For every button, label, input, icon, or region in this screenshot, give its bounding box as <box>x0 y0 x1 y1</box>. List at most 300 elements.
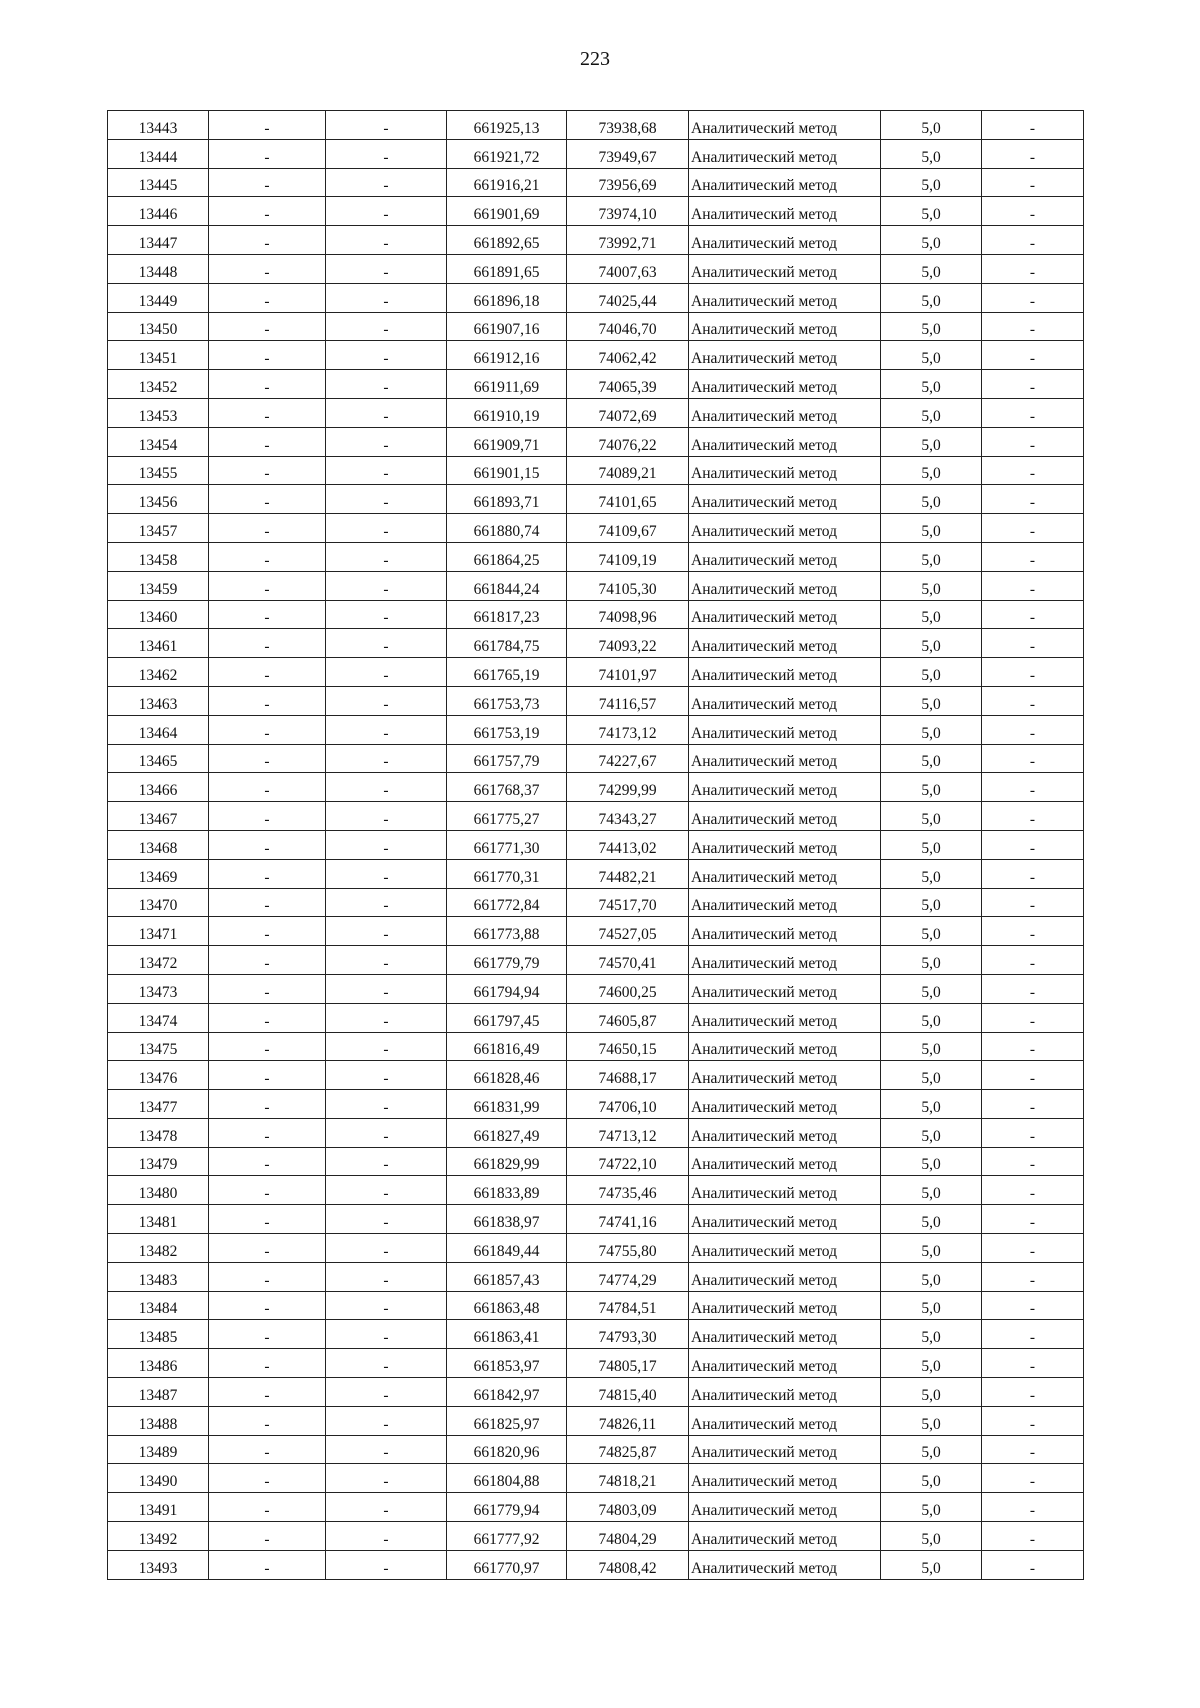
empty-cell-a: - <box>209 859 326 888</box>
method-cell: Аналитический метод <box>689 1378 881 1407</box>
accuracy-cell: 5,0 <box>881 1378 982 1407</box>
empty-cell-last: - <box>982 1061 1084 1090</box>
accuracy-cell: 5,0 <box>881 917 982 946</box>
empty-cell-last: - <box>982 600 1084 629</box>
y-coordinate-cell: 74803,09 <box>567 1493 689 1522</box>
empty-cell-b: - <box>326 139 447 168</box>
x-coordinate-cell: 661863,48 <box>447 1291 567 1320</box>
y-coordinate-cell: 74072,69 <box>567 398 689 427</box>
method-cell: Аналитический метод <box>689 571 881 600</box>
empty-cell-b: - <box>326 1118 447 1147</box>
accuracy-cell: 5,0 <box>881 1234 982 1263</box>
empty-cell-last: - <box>982 974 1084 1003</box>
y-coordinate-cell: 74527,05 <box>567 917 689 946</box>
table-row <box>108 542 1084 571</box>
empty-cell-b: - <box>326 1320 447 1349</box>
method-cell: Аналитический метод <box>689 1435 881 1464</box>
accuracy-cell: 5,0 <box>881 1406 982 1435</box>
empty-cell-a: - <box>209 1061 326 1090</box>
y-coordinate-cell: 74741,16 <box>567 1205 689 1234</box>
empty-cell-last: - <box>982 1522 1084 1551</box>
table-row <box>108 629 1084 658</box>
table-row <box>108 456 1084 485</box>
y-coordinate-cell: 74109,19 <box>567 542 689 571</box>
empty-cell-a: - <box>209 1205 326 1234</box>
y-coordinate-cell: 74605,87 <box>567 1003 689 1032</box>
point-number-cell: 13451 <box>108 341 209 370</box>
table-row <box>108 341 1084 370</box>
page-number: 223 <box>580 48 610 70</box>
y-coordinate-cell: 74755,80 <box>567 1234 689 1263</box>
empty-cell-last: - <box>982 888 1084 917</box>
y-coordinate-cell: 74109,67 <box>567 514 689 543</box>
empty-cell-b: - <box>326 715 447 744</box>
empty-cell-last: - <box>982 1493 1084 1522</box>
table-row <box>108 370 1084 399</box>
point-number-cell: 13473 <box>108 974 209 1003</box>
y-coordinate-cell: 74116,57 <box>567 686 689 715</box>
empty-cell-a: - <box>209 686 326 715</box>
point-number-cell: 13443 <box>108 111 209 140</box>
table-row <box>108 946 1084 975</box>
accuracy-cell: 5,0 <box>881 946 982 975</box>
accuracy-cell: 5,0 <box>881 571 982 600</box>
method-cell: Аналитический метод <box>689 485 881 514</box>
empty-cell-last: - <box>982 859 1084 888</box>
y-coordinate-cell: 74007,63 <box>567 254 689 283</box>
empty-cell-b: - <box>326 168 447 197</box>
table-row <box>108 168 1084 197</box>
empty-cell-a: - <box>209 1378 326 1407</box>
empty-cell-a: - <box>209 283 326 312</box>
method-cell: Аналитический метод <box>689 1349 881 1378</box>
y-coordinate-cell: 74805,17 <box>567 1349 689 1378</box>
y-coordinate-cell: 74093,22 <box>567 629 689 658</box>
x-coordinate-cell: 661921,72 <box>447 139 567 168</box>
x-coordinate-cell: 661833,89 <box>447 1176 567 1205</box>
point-number-cell: 13472 <box>108 946 209 975</box>
point-number-cell: 13465 <box>108 744 209 773</box>
y-coordinate-cell: 74062,42 <box>567 341 689 370</box>
x-coordinate-cell: 661853,97 <box>447 1349 567 1378</box>
empty-cell-a: - <box>209 254 326 283</box>
method-cell: Аналитический метод <box>689 1522 881 1551</box>
y-coordinate-cell: 74825,87 <box>567 1435 689 1464</box>
x-coordinate-cell: 661849,44 <box>447 1234 567 1263</box>
point-number-cell: 13464 <box>108 715 209 744</box>
empty-cell-last: - <box>982 1349 1084 1378</box>
empty-cell-last: - <box>982 1032 1084 1061</box>
accuracy-cell: 5,0 <box>881 456 982 485</box>
empty-cell-last: - <box>982 398 1084 427</box>
x-coordinate-cell: 661777,92 <box>447 1522 567 1551</box>
y-coordinate-cell: 74650,15 <box>567 1032 689 1061</box>
empty-cell-last: - <box>982 629 1084 658</box>
x-coordinate-cell: 661765,19 <box>447 658 567 687</box>
empty-cell-last: - <box>982 658 1084 687</box>
accuracy-cell: 5,0 <box>881 1032 982 1061</box>
accuracy-cell: 5,0 <box>881 1205 982 1234</box>
y-coordinate-cell: 74101,65 <box>567 485 689 514</box>
method-cell: Аналитический метод <box>689 197 881 226</box>
empty-cell-last: - <box>982 1147 1084 1176</box>
point-number-cell: 13454 <box>108 427 209 456</box>
point-number-cell: 13466 <box>108 773 209 802</box>
empty-cell-b: - <box>326 1061 447 1090</box>
table-row <box>108 485 1084 514</box>
accuracy-cell: 5,0 <box>881 802 982 831</box>
empty-cell-b: - <box>326 859 447 888</box>
empty-cell-b: - <box>326 1147 447 1176</box>
method-cell: Аналитический метод <box>689 398 881 427</box>
empty-cell-last: - <box>982 168 1084 197</box>
y-coordinate-cell: 74025,44 <box>567 283 689 312</box>
empty-cell-last: - <box>982 1176 1084 1205</box>
empty-cell-b: - <box>326 1090 447 1119</box>
empty-cell-b: - <box>326 1406 447 1435</box>
point-number-cell: 13478 <box>108 1118 209 1147</box>
accuracy-cell: 5,0 <box>881 715 982 744</box>
empty-cell-last: - <box>982 917 1084 946</box>
x-coordinate-cell: 661857,43 <box>447 1262 567 1291</box>
empty-cell-a: - <box>209 1003 326 1032</box>
method-cell: Аналитический метод <box>689 1550 881 1579</box>
method-cell: Аналитический метод <box>689 1493 881 1522</box>
method-cell: Аналитический метод <box>689 773 881 802</box>
method-cell: Аналитический метод <box>689 830 881 859</box>
empty-cell-last: - <box>982 1406 1084 1435</box>
empty-cell-a: - <box>209 1147 326 1176</box>
method-cell: Аналитический метод <box>689 111 881 140</box>
empty-cell-a: - <box>209 571 326 600</box>
point-number-cell: 13487 <box>108 1378 209 1407</box>
empty-cell-b: - <box>326 312 447 341</box>
point-number-cell: 13449 <box>108 283 209 312</box>
method-cell: Аналитический метод <box>689 600 881 629</box>
point-number-cell: 13488 <box>108 1406 209 1435</box>
point-number-cell: 13455 <box>108 456 209 485</box>
y-coordinate-cell: 74046,70 <box>567 312 689 341</box>
x-coordinate-cell: 661828,46 <box>447 1061 567 1090</box>
empty-cell-a: - <box>209 485 326 514</box>
x-coordinate-cell: 661896,18 <box>447 283 567 312</box>
empty-cell-b: - <box>326 946 447 975</box>
empty-cell-last: - <box>982 370 1084 399</box>
point-number-cell: 13479 <box>108 1147 209 1176</box>
empty-cell-b: - <box>326 1176 447 1205</box>
empty-cell-a: - <box>209 1234 326 1263</box>
x-coordinate-cell: 661831,99 <box>447 1090 567 1119</box>
empty-cell-a: - <box>209 1522 326 1551</box>
accuracy-cell: 5,0 <box>881 1262 982 1291</box>
method-cell: Аналитический метод <box>689 456 881 485</box>
empty-cell-b: - <box>326 1032 447 1061</box>
empty-cell-a: - <box>209 888 326 917</box>
point-number-cell: 13470 <box>108 888 209 917</box>
empty-cell-a: - <box>209 168 326 197</box>
accuracy-cell: 5,0 <box>881 1061 982 1090</box>
table-row <box>108 802 1084 831</box>
point-number-cell: 13461 <box>108 629 209 658</box>
empty-cell-b: - <box>326 1205 447 1234</box>
empty-cell-last: - <box>982 1378 1084 1407</box>
point-number-cell: 13463 <box>108 686 209 715</box>
y-coordinate-cell: 74826,11 <box>567 1406 689 1435</box>
x-coordinate-cell: 661804,88 <box>447 1464 567 1493</box>
accuracy-cell: 5,0 <box>881 1291 982 1320</box>
accuracy-cell: 5,0 <box>881 111 982 140</box>
y-coordinate-cell: 73938,68 <box>567 111 689 140</box>
point-number-cell: 13453 <box>108 398 209 427</box>
table-row <box>108 398 1084 427</box>
empty-cell-last: - <box>982 226 1084 255</box>
table-row <box>108 917 1084 946</box>
empty-cell-b: - <box>326 1378 447 1407</box>
point-number-cell: 13462 <box>108 658 209 687</box>
empty-cell-b: - <box>326 1435 447 1464</box>
method-cell: Аналитический метод <box>689 1061 881 1090</box>
y-coordinate-cell: 74482,21 <box>567 859 689 888</box>
accuracy-cell: 5,0 <box>881 1435 982 1464</box>
empty-cell-b: - <box>326 1262 447 1291</box>
method-cell: Аналитический метод <box>689 686 881 715</box>
point-number-cell: 13467 <box>108 802 209 831</box>
x-coordinate-cell: 661797,45 <box>447 1003 567 1032</box>
x-coordinate-cell: 661820,96 <box>447 1435 567 1464</box>
table-row <box>108 571 1084 600</box>
empty-cell-last: - <box>982 341 1084 370</box>
y-coordinate-cell: 74299,99 <box>567 773 689 802</box>
point-number-cell: 13480 <box>108 1176 209 1205</box>
method-cell: Аналитический метод <box>689 1118 881 1147</box>
empty-cell-last: - <box>982 283 1084 312</box>
table-row <box>108 111 1084 140</box>
empty-cell-last: - <box>982 1320 1084 1349</box>
accuracy-cell: 5,0 <box>881 859 982 888</box>
y-coordinate-cell: 74818,21 <box>567 1464 689 1493</box>
y-coordinate-cell: 74227,67 <box>567 744 689 773</box>
empty-cell-a: - <box>209 1406 326 1435</box>
x-coordinate-cell: 661753,73 <box>447 686 567 715</box>
point-number-cell: 13468 <box>108 830 209 859</box>
empty-cell-b: - <box>326 514 447 543</box>
table-row <box>108 254 1084 283</box>
y-coordinate-cell: 74413,02 <box>567 830 689 859</box>
empty-cell-a: - <box>209 542 326 571</box>
point-number-cell: 13477 <box>108 1090 209 1119</box>
empty-cell-a: - <box>209 456 326 485</box>
accuracy-cell: 5,0 <box>881 312 982 341</box>
point-number-cell: 13471 <box>108 917 209 946</box>
method-cell: Аналитический метод <box>689 312 881 341</box>
x-coordinate-cell: 661825,97 <box>447 1406 567 1435</box>
point-number-cell: 13492 <box>108 1522 209 1551</box>
method-cell: Аналитический метод <box>689 946 881 975</box>
method-cell: Аналитический метод <box>689 859 881 888</box>
accuracy-cell: 5,0 <box>881 1493 982 1522</box>
x-coordinate-cell: 661829,99 <box>447 1147 567 1176</box>
table-row <box>108 715 1084 744</box>
table-row <box>108 1435 1084 1464</box>
empty-cell-b: - <box>326 830 447 859</box>
accuracy-cell: 5,0 <box>881 1522 982 1551</box>
x-coordinate-cell: 661779,94 <box>447 1493 567 1522</box>
method-cell: Аналитический метод <box>689 226 881 255</box>
x-coordinate-cell: 661784,75 <box>447 629 567 658</box>
point-number-cell: 13490 <box>108 1464 209 1493</box>
table-row <box>108 1205 1084 1234</box>
x-coordinate-cell: 661907,16 <box>447 312 567 341</box>
coordinates-table <box>107 110 1084 1580</box>
empty-cell-b: - <box>326 341 447 370</box>
empty-cell-a: - <box>209 1320 326 1349</box>
accuracy-cell: 5,0 <box>881 974 982 1003</box>
accuracy-cell: 5,0 <box>881 830 982 859</box>
empty-cell-a: - <box>209 802 326 831</box>
accuracy-cell: 5,0 <box>881 686 982 715</box>
table-row <box>108 1176 1084 1205</box>
point-number-cell: 13493 <box>108 1550 209 1579</box>
table-row <box>108 1349 1084 1378</box>
method-cell: Аналитический метод <box>689 888 881 917</box>
method-cell: Аналитический метод <box>689 168 881 197</box>
table-row <box>108 514 1084 543</box>
empty-cell-last: - <box>982 254 1084 283</box>
table-row <box>108 859 1084 888</box>
table-row <box>108 139 1084 168</box>
x-coordinate-cell: 661753,19 <box>447 715 567 744</box>
table-row <box>108 600 1084 629</box>
empty-cell-last: - <box>982 485 1084 514</box>
y-coordinate-cell: 74793,30 <box>567 1320 689 1349</box>
x-coordinate-cell: 661910,19 <box>447 398 567 427</box>
empty-cell-a: - <box>209 744 326 773</box>
empty-cell-b: - <box>326 485 447 514</box>
point-number-cell: 13458 <box>108 542 209 571</box>
x-coordinate-cell: 661880,74 <box>447 514 567 543</box>
empty-cell-a: - <box>209 1090 326 1119</box>
table-row <box>108 1061 1084 1090</box>
x-coordinate-cell: 661901,15 <box>447 456 567 485</box>
point-number-cell: 13457 <box>108 514 209 543</box>
table-row <box>108 1003 1084 1032</box>
empty-cell-b: - <box>326 974 447 1003</box>
empty-cell-a: - <box>209 946 326 975</box>
x-coordinate-cell: 661893,71 <box>447 485 567 514</box>
empty-cell-a: - <box>209 1493 326 1522</box>
empty-cell-a: - <box>209 1291 326 1320</box>
accuracy-cell: 5,0 <box>881 168 982 197</box>
method-cell: Аналитический метод <box>689 370 881 399</box>
method-cell: Аналитический метод <box>689 1032 881 1061</box>
method-cell: Аналитический метод <box>689 1262 881 1291</box>
x-coordinate-cell: 661901,69 <box>447 197 567 226</box>
empty-cell-last: - <box>982 1003 1084 1032</box>
accuracy-cell: 5,0 <box>881 370 982 399</box>
empty-cell-last: - <box>982 802 1084 831</box>
empty-cell-a: - <box>209 514 326 543</box>
x-coordinate-cell: 661770,31 <box>447 859 567 888</box>
empty-cell-a: - <box>209 111 326 140</box>
point-number-cell: 13474 <box>108 1003 209 1032</box>
empty-cell-a: - <box>209 917 326 946</box>
accuracy-cell: 5,0 <box>881 341 982 370</box>
accuracy-cell: 5,0 <box>881 139 982 168</box>
point-number-cell: 13444 <box>108 139 209 168</box>
empty-cell-a: - <box>209 1464 326 1493</box>
accuracy-cell: 5,0 <box>881 1176 982 1205</box>
empty-cell-a: - <box>209 427 326 456</box>
y-coordinate-cell: 74098,96 <box>567 600 689 629</box>
y-coordinate-cell: 74815,40 <box>567 1378 689 1407</box>
y-coordinate-cell: 74076,22 <box>567 427 689 456</box>
empty-cell-b: - <box>326 1349 447 1378</box>
point-number-cell: 13446 <box>108 197 209 226</box>
method-cell: Аналитический метод <box>689 139 881 168</box>
empty-cell-b: - <box>326 1550 447 1579</box>
empty-cell-b: - <box>326 1291 447 1320</box>
table-row <box>108 1234 1084 1263</box>
table-row <box>108 312 1084 341</box>
empty-cell-last: - <box>982 1205 1084 1234</box>
empty-cell-b: - <box>326 226 447 255</box>
y-coordinate-cell: 74065,39 <box>567 370 689 399</box>
empty-cell-a: - <box>209 974 326 1003</box>
point-number-cell: 13450 <box>108 312 209 341</box>
table-row <box>108 197 1084 226</box>
point-number-cell: 13481 <box>108 1205 209 1234</box>
x-coordinate-cell: 661912,16 <box>447 341 567 370</box>
accuracy-cell: 5,0 <box>881 485 982 514</box>
x-coordinate-cell: 661817,23 <box>447 600 567 629</box>
table-row <box>108 1118 1084 1147</box>
table-body <box>108 111 1084 1580</box>
empty-cell-last: - <box>982 1435 1084 1464</box>
empty-cell-a: - <box>209 1550 326 1579</box>
point-number-cell: 13485 <box>108 1320 209 1349</box>
y-coordinate-cell: 74101,97 <box>567 658 689 687</box>
empty-cell-b: - <box>326 802 447 831</box>
empty-cell-last: - <box>982 1262 1084 1291</box>
empty-cell-last: - <box>982 1291 1084 1320</box>
method-cell: Аналитический метод <box>689 341 881 370</box>
empty-cell-last: - <box>982 715 1084 744</box>
table-row <box>108 427 1084 456</box>
method-cell: Аналитический метод <box>689 658 881 687</box>
empty-cell-b: - <box>326 254 447 283</box>
x-coordinate-cell: 661911,69 <box>447 370 567 399</box>
empty-cell-last: - <box>982 1550 1084 1579</box>
x-coordinate-cell: 661770,97 <box>447 1550 567 1579</box>
empty-cell-last: - <box>982 773 1084 802</box>
method-cell: Аналитический метод <box>689 254 881 283</box>
empty-cell-a: - <box>209 1349 326 1378</box>
empty-cell-last: - <box>982 1464 1084 1493</box>
empty-cell-a: - <box>209 1262 326 1291</box>
y-coordinate-cell: 74089,21 <box>567 456 689 485</box>
x-coordinate-cell: 661773,88 <box>447 917 567 946</box>
empty-cell-a: - <box>209 658 326 687</box>
method-cell: Аналитический метод <box>689 802 881 831</box>
empty-cell-last: - <box>982 744 1084 773</box>
method-cell: Аналитический метод <box>689 1003 881 1032</box>
empty-cell-b: - <box>326 111 447 140</box>
accuracy-cell: 5,0 <box>881 427 982 456</box>
x-coordinate-cell: 661775,27 <box>447 802 567 831</box>
method-cell: Аналитический метод <box>689 917 881 946</box>
empty-cell-b: - <box>326 744 447 773</box>
x-coordinate-cell: 661863,41 <box>447 1320 567 1349</box>
